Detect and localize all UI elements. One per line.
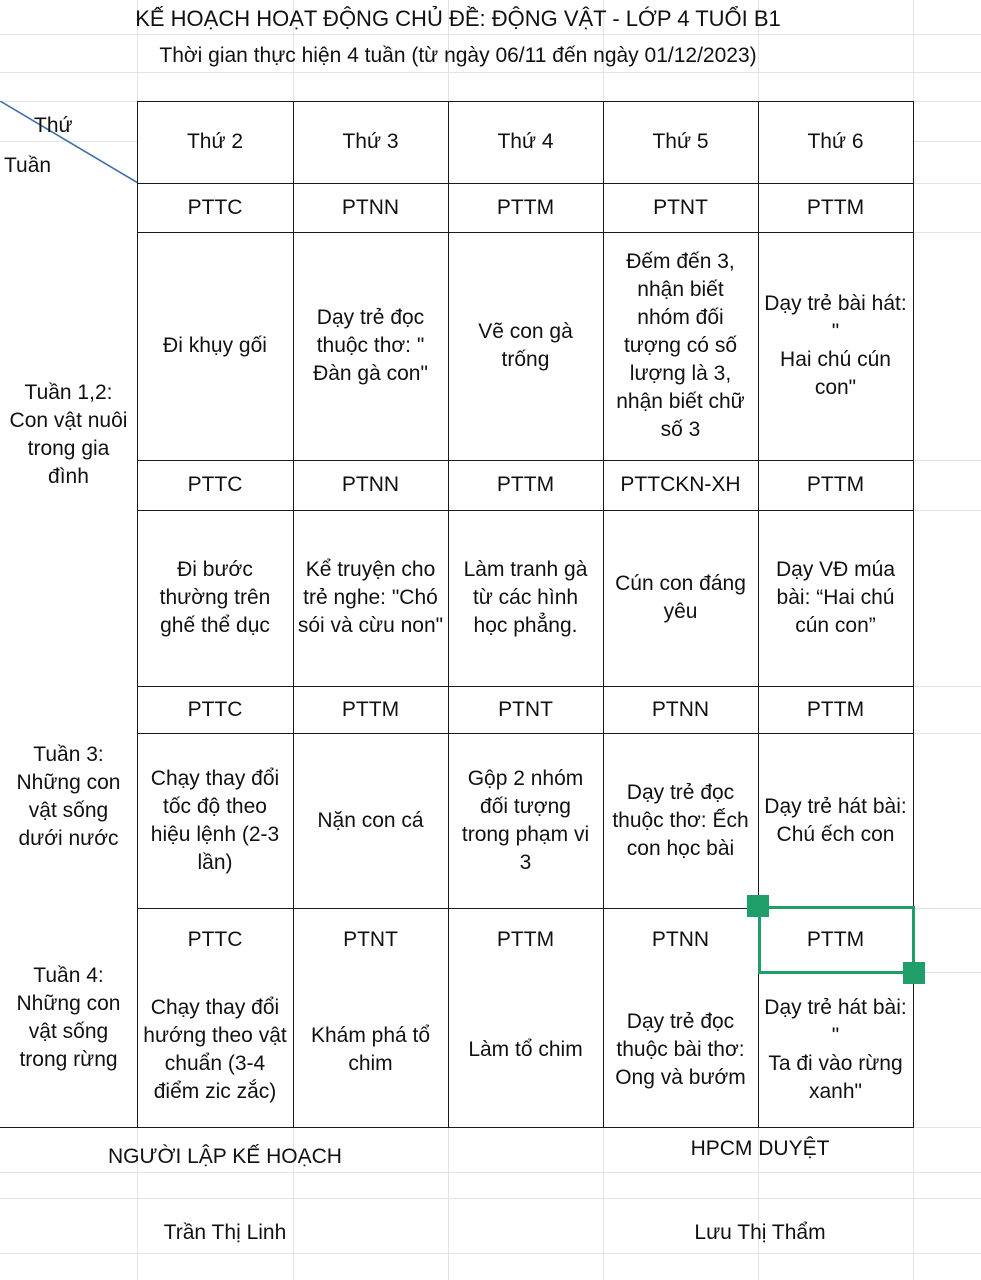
planner-label: NGƯỜI LẬP KẾ HOẠCH [108, 1145, 342, 1168]
gridline-row [0, 34, 981, 35]
day-header-3[interactable]: Thứ 3 [293, 101, 448, 183]
area-cell[interactable]: PTNN [603, 908, 758, 972]
activity-cell[interactable]: Dạy trẻ hát bài: Chú ếch con [758, 733, 913, 908]
table-border [448, 101, 449, 1128]
corner-day-label: Thứ [34, 114, 73, 137]
plan-title: KẾ HOẠCH HOẠT ĐỘNG CHỦ ĐỀ: ĐỘNG VẬT - LỚP 4 TUỔI B1 [135, 6, 781, 31]
area-cell[interactable]: PTTM [448, 183, 603, 232]
area-cell[interactable]: PTTM [758, 183, 913, 232]
area-cell[interactable]: PTNT [293, 908, 448, 972]
activity-cell[interactable]: Vẽ con gà trống [448, 232, 603, 460]
area-cell[interactable]: PTTC [137, 183, 293, 232]
area-cell[interactable]: PTTM [758, 460, 913, 510]
week-group-2[interactable]: Tuần 3: Những con vật sống dưới nước [0, 686, 137, 908]
corner-week-label: Tuần [4, 154, 52, 177]
selection-handle-top-left[interactable] [747, 895, 769, 917]
activity-cell[interactable]: Làm tổ chim [448, 972, 603, 1127]
table-border [137, 101, 914, 102]
day-header-6[interactable]: Thứ 6 [758, 101, 913, 183]
plan-subtitle: Thời gian thực hiện 4 tuần (từ ngày 06/11 đến ngày 01/12/2023) [159, 44, 757, 67]
week-group-3[interactable]: Tuần 4: Những con vật sống trong rừng [0, 908, 137, 1127]
day-header-4[interactable]: Thứ 4 [448, 101, 603, 183]
activity-cell[interactable]: Khám phá tổ chim [293, 972, 448, 1127]
activity-cell[interactable]: Cún con đáng yêu [603, 510, 758, 686]
area-cell[interactable]: PTTC [137, 908, 293, 972]
activity-cell[interactable]: Đi bước thường trên ghế thể dục [137, 510, 293, 686]
selection-handle-bottom-right[interactable] [903, 962, 925, 984]
table-border [137, 183, 914, 184]
area-cell[interactable]: PTTM [293, 686, 448, 733]
activity-cell[interactable]: Dạy trẻ hát bài: " Ta đi vào rừng xanh" [758, 972, 913, 1127]
area-divider [137, 733, 914, 734]
activity-cell[interactable]: Chạy thay đổi tốc độ theo hiệu lệnh (2-3 lần) [137, 733, 293, 908]
area-cell[interactable]: PTTM [758, 908, 913, 972]
approver-label: HPCM DUYỆT [690, 1137, 830, 1160]
activity-cell[interactable]: Kể truyện cho trẻ nghe: "Chó sói và cừu non" [293, 510, 448, 686]
table-border [293, 101, 294, 1128]
activity-cell[interactable]: Đi khụy gối [137, 232, 293, 460]
cell-selection-outline[interactable] [758, 906, 915, 974]
area-divider [137, 510, 914, 511]
gridline-row [0, 1198, 981, 1199]
week-group-1[interactable]: Tuần 1,2: Con vật nuôi trong gia đình [0, 183, 137, 686]
activity-cell[interactable]: Dạy trẻ đọc thuộc thơ: Ếch con học bài [603, 733, 758, 908]
day-header-5[interactable]: Thứ 5 [603, 101, 758, 183]
activity-cell[interactable]: Làm tranh gà từ các hình học phẳng. [448, 510, 603, 686]
activity-cell[interactable]: Dạy VĐ múa bài: “Hai chú cún con” [758, 510, 913, 686]
activity-cell[interactable]: Dạy trẻ đọc thuộc thơ: " Đàn gà con" [293, 232, 448, 460]
activity-cell[interactable]: Đếm đến 3, nhận biết nhóm đối tượng có số lượng là 3, nhận biết chữ số 3 [603, 232, 758, 460]
area-cell[interactable]: PTTCKN-XH [603, 460, 758, 510]
gridline-row [0, 72, 981, 73]
planner-name: Trần Thị Linh [163, 1221, 287, 1244]
activity-cell[interactable]: Gộp 2 nhóm đối tượng trong phạm vi 3 [448, 733, 603, 908]
area-divider [137, 232, 914, 233]
day-header-2[interactable]: Thứ 2 [137, 101, 293, 183]
activity-cell[interactable]: Dạy trẻ đọc thuộc bài thơ: Ong và bướm [603, 972, 758, 1127]
area-cell[interactable]: PTNT [448, 686, 603, 733]
activity-cell[interactable]: Chạy thay đổi hướng theo vật chuẩn (3-4 điểm zic zắc) [137, 972, 293, 1127]
area-cell[interactable]: PTTM [448, 460, 603, 510]
table-border [137, 686, 914, 687]
approver-name: Lưu Thị Thẩm [694, 1221, 826, 1244]
area-cell[interactable]: PTTM [758, 686, 913, 733]
area-cell[interactable]: PTNT [603, 183, 758, 232]
area-cell[interactable]: PTTC [137, 460, 293, 510]
table-border [137, 460, 914, 461]
area-cell[interactable]: PTTM [448, 908, 603, 972]
activity-cell[interactable]: Dạy trẻ bài hát: " Hai chú cún con" [758, 232, 913, 460]
area-cell[interactable]: PTNN [293, 460, 448, 510]
area-cell[interactable]: PTTC [137, 686, 293, 733]
table-border [603, 101, 604, 1128]
activity-cell[interactable]: Nặn con cá [293, 733, 448, 908]
gridline-row [0, 1172, 981, 1173]
gridline-row [0, 1253, 981, 1254]
area-cell[interactable]: PTNN [293, 183, 448, 232]
table-border [137, 101, 138, 1128]
area-cell[interactable]: PTNN [603, 686, 758, 733]
